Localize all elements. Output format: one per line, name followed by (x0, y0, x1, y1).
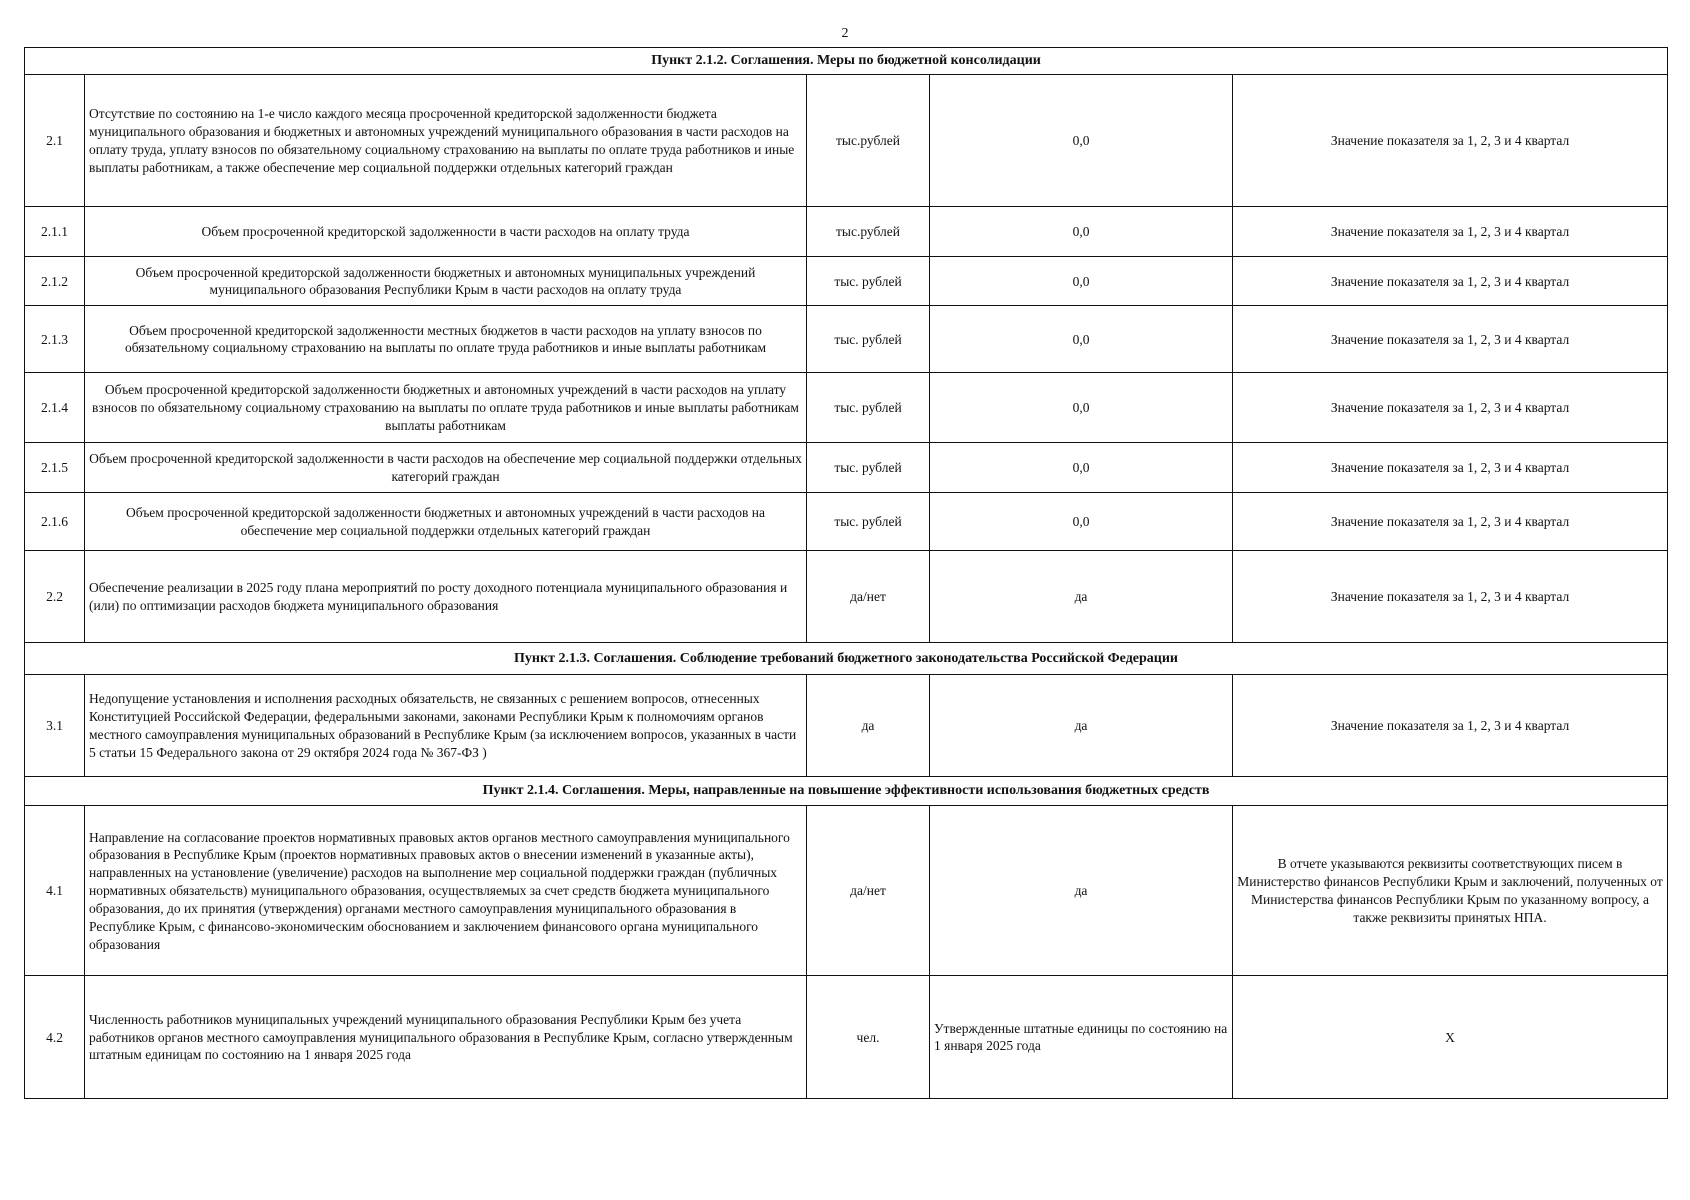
indicator-text: Объем просроченной кредиторской задолженности бюджетных и автономных муниципальных учреждений муниципального образования Республики Крым в части расходов на оплату труда (85, 257, 807, 306)
indicator-text: Объем просроченной кредиторской задолженности в части расходов на оплату труда (85, 207, 807, 257)
section-title: Пункт 2.1.2. Соглашения. Меры по бюджетной консолидации (25, 48, 1668, 75)
value: 0,0 (930, 257, 1233, 306)
period-note: Значение показателя за 1, 2, 3 и 4 квартал (1233, 257, 1668, 306)
table-row (25, 675, 1668, 777)
unit: тыс. рублей (807, 373, 930, 443)
unit: тыс. рублей (807, 257, 930, 306)
unit: чел. (807, 976, 930, 1099)
indicator-text: Объем просроченной кредиторской задолженности местных бюджетов в части расходов на уплату взносов по обязательному социальному страхованию на выплаты по оплате труда работников и иные выплаты работникам (85, 306, 807, 373)
indicator-text: Недопущение установления и исполнения расходных обязательств, не связанных с решением вопросов, отнесенных Конституцией Российской Федерации, федеральными законами, законами Республики Крым к полномочиям органов местного самоуправления муниципальных образований в Республике Крым (за исключением вопросов, указанных в части 5 статьи 15 Федерального закона от 29 октября 2024 года № 367-ФЗ ) (85, 675, 807, 777)
section-header (25, 777, 1668, 806)
period-note: Значение показателя за 1, 2, 3 и 4 квартал (1233, 443, 1668, 493)
indicator-text: Численность работников муниципальных учреждений муниципального образования Республики Крым без учета работников органов местного самоуправления муниципального образования в Республике Крым, согласно утвержденным штатным единицам по состоянию на 1 января 2025 года (85, 976, 807, 1099)
period-note: Значение показателя за 1, 2, 3 и 4 квартал (1233, 207, 1668, 257)
row-number: 2.1.3 (25, 306, 85, 373)
indicator-text: Объем просроченной кредиторской задолженности бюджетных и автономных учреждений в части расходов на уплату взносов по обязательному социальному страхованию на выплаты по оплате труда работников и иные выплаты работникам выплаты работникам (85, 373, 807, 443)
indicator-text: Объем просроченной кредиторской задолженности бюджетных и автономных учреждений в части расходов на обеспечение мер социальной поддержки отдельных категорий граждан (85, 493, 807, 551)
table-row (25, 373, 1668, 443)
unit: тыс. рублей (807, 493, 930, 551)
indicator-text: Направление на согласование проектов нормативных правовых актов органов местного самоуправления муниципального образования в Республике Крым (проектов нормативных правовых актов о внесении изменений в указанные акты), направленных на установление (увеличение) расходов на выполнение мер социальной поддержки граждан (публичных нормативных обязательств) муниципального образования, осуществляемых за счет средств бюджета муниципального образования, до их принятия (утверждения) органами местного самоуправления муниципального образования в Республике Крым, с финансово-экономическим обоснованием и заключением финансового органа муниципального образования (85, 806, 807, 976)
value: да (930, 806, 1233, 976)
period-note: Значение показателя за 1, 2, 3 и 4 квартал (1233, 75, 1668, 207)
table-row (25, 493, 1668, 551)
row-number: 2.1.4 (25, 373, 85, 443)
unit: тыс. рублей (807, 306, 930, 373)
row-number: 2.1.5 (25, 443, 85, 493)
value: 0,0 (930, 493, 1233, 551)
period-note: Значение показателя за 1, 2, 3 и 4 квартал (1233, 493, 1668, 551)
unit: тыс. рублей (807, 443, 930, 493)
value: да (930, 551, 1233, 643)
indicator-text: Отсутствие по состоянию на 1-е число каждого месяца просроченной кредиторской задолженности бюджета муниципального образования и бюджетных и автономных учреждений муниципального образования в части расходов на оплату труда, уплату взносов по обязательному социальному страхованию на выплаты по оплате труда работников и иные выплаты работникам, а также обеспечение мер социальной поддержки отдельных категорий граждан (85, 75, 807, 207)
table-row (25, 976, 1668, 1099)
table-row (25, 207, 1668, 257)
indicators-table (24, 47, 1668, 1099)
table-row (25, 257, 1668, 306)
table-row (25, 443, 1668, 493)
unit: тыс.рублей (807, 75, 930, 207)
unit: да (807, 675, 930, 777)
row-number: 4.1 (25, 806, 85, 976)
table-row (25, 75, 1668, 207)
table-row (25, 806, 1668, 976)
value: 0,0 (930, 306, 1233, 373)
row-number: 2.1.2 (25, 257, 85, 306)
indicator-text: Обеспечение реализации в 2025 году плана мероприятий по росту доходного потенциала муниципального образования и (или) по оптимизации расходов бюджета муниципального образования (85, 551, 807, 643)
unit: да/нет (807, 806, 930, 976)
value: Утвержденные штатные единицы по состоянию на 1 января 2025 года (930, 976, 1233, 1099)
row-number: 2.2 (25, 551, 85, 643)
period-note: В отчете указываются реквизиты соответствующих писем в Министерство финансов Республики Крым и заключений, полученных от Министерства финансов Республики Крым по указанному вопросу, а также реквизиты принятых НПА. (1233, 806, 1668, 976)
row-number: 2.1.6 (25, 493, 85, 551)
value: 0,0 (930, 207, 1233, 257)
row-number: 2.1 (25, 75, 85, 207)
value: 0,0 (930, 373, 1233, 443)
indicator-text: Объем просроченной кредиторской задолженности в части расходов на обеспечение мер социальной поддержки отдельных категорий граждан (85, 443, 807, 493)
period-note: Значение показателя за 1, 2, 3 и 4 квартал (1233, 551, 1668, 643)
row-number: 4.2 (25, 976, 85, 1099)
value: да (930, 675, 1233, 777)
period-note: Значение показателя за 1, 2, 3 и 4 квартал (1233, 373, 1668, 443)
unit: да/нет (807, 551, 930, 643)
row-number: 2.1.1 (25, 207, 85, 257)
section-title: Пункт 2.1.4. Соглашения. Меры, направленные на повышение эффективности использования бюджетных средств (25, 777, 1668, 806)
period-note: X (1233, 976, 1668, 1099)
table-row (25, 551, 1668, 643)
row-number: 3.1 (25, 675, 85, 777)
value: 0,0 (930, 75, 1233, 207)
value: 0,0 (930, 443, 1233, 493)
page-number: 2 (841, 26, 849, 41)
section-title: Пункт 2.1.3. Соглашения. Соблюдение требований бюджетного законодательства Российской Федерации (25, 643, 1668, 675)
section-header (25, 643, 1668, 675)
period-note: Значение показателя за 1, 2, 3 и 4 квартал (1233, 675, 1668, 777)
table-row (25, 306, 1668, 373)
section-header (25, 48, 1668, 75)
period-note: Значение показателя за 1, 2, 3 и 4 квартал (1233, 306, 1668, 373)
unit: тыс.рублей (807, 207, 930, 257)
